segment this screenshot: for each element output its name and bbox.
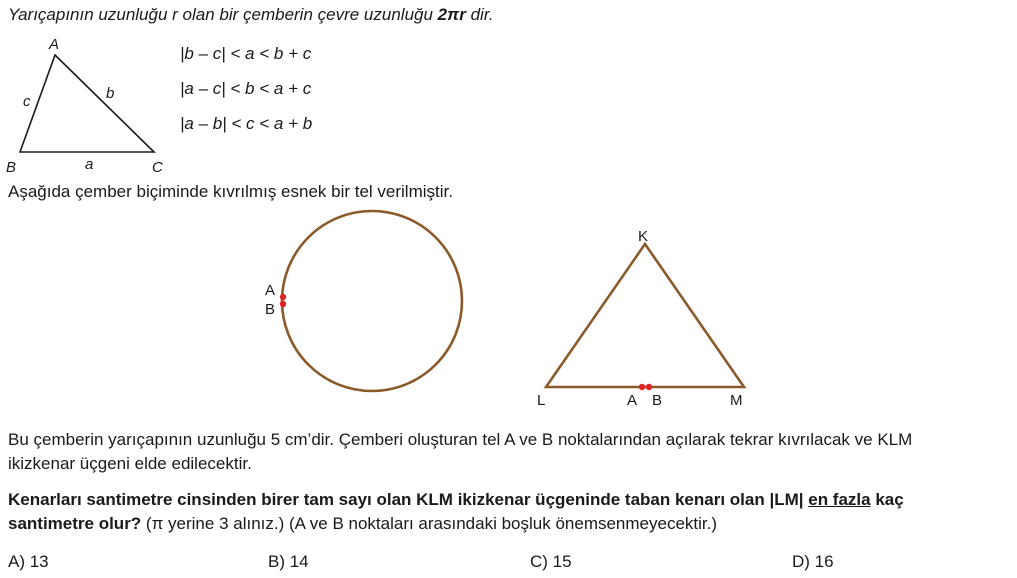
side-a-label: a (85, 156, 94, 173)
wire-circle (282, 211, 462, 391)
circle-point-a-label: A (265, 282, 276, 299)
vertex-a-label: A (49, 36, 60, 53)
vertex-b-label: B (6, 159, 17, 176)
klm-point-a-label: A (627, 392, 638, 409)
intro-prefix: Yarıçapının uzunluğu r olan bir çemberin çevre uzunluğu (8, 5, 438, 24)
paragraph-line-1: Bu çemberin yarıçapının uzunluğu 5 cm’dir. Çemberi oluşturan tel A ve B noktalarından açılarak tekrar kıvrılacak ve KLM (8, 430, 913, 449)
klm-point-a-dot (639, 384, 645, 390)
point-b-dot (280, 301, 286, 307)
side-c-label: c (23, 93, 31, 110)
point-a-dot (280, 294, 286, 300)
wire-triangle (546, 244, 744, 387)
vertex-l-label: L (537, 392, 546, 409)
triangle-abc (6, 36, 163, 176)
question-end: santimetre olur? (8, 514, 142, 533)
choice-a[interactable]: A) 13 (8, 552, 49, 571)
question-note: (π yerine 3 alınız.) (A ve B noktaları arasındaki boşluk önemsenmeyecektir.) (141, 514, 718, 533)
choice-d[interactable]: D) 16 (792, 552, 834, 571)
question-kac: kaç (875, 490, 904, 509)
choice-c[interactable]: C) 15 (530, 552, 572, 571)
circle-point-b-label: B (265, 301, 276, 318)
question-line-2 (8, 512, 717, 536)
side-b-label: b (106, 85, 115, 102)
triangle-klm (537, 228, 744, 409)
question-emphasis: en fazla (808, 490, 871, 509)
intro-suffix: dir. (465, 5, 494, 24)
circumference-formula: 2πr (437, 5, 466, 24)
question-main: Kenarları santimetre cinsinden birer tam sayı olan KLM ikizkenar üçgeninde taban kenarı olan |LM| (8, 490, 804, 509)
vertex-k-label: K (638, 228, 649, 245)
inequality-2: |a – c| < b < a + c (180, 79, 312, 98)
triangle-abc-shape (20, 55, 154, 152)
paragraph-line-2: ikizkenar üçgeni elde edilecektir. (8, 454, 252, 473)
klm-point-b-label: B (652, 392, 663, 409)
wire-intro: Aşağıda çember biçiminde kıvrılmış esnek bir tel verilmiştir. (8, 182, 453, 201)
vertex-m-label: M (730, 392, 743, 409)
klm-point-b-dot (646, 384, 652, 390)
inequality-1: |b – c| < a < b + c (180, 44, 312, 63)
circle-figure (265, 211, 462, 391)
vertex-c-label: C (152, 159, 163, 176)
choice-b[interactable]: B) 14 (268, 552, 309, 571)
inequality-3: |a – b| < c < a + b (180, 114, 313, 133)
question-line-1 (8, 488, 904, 512)
